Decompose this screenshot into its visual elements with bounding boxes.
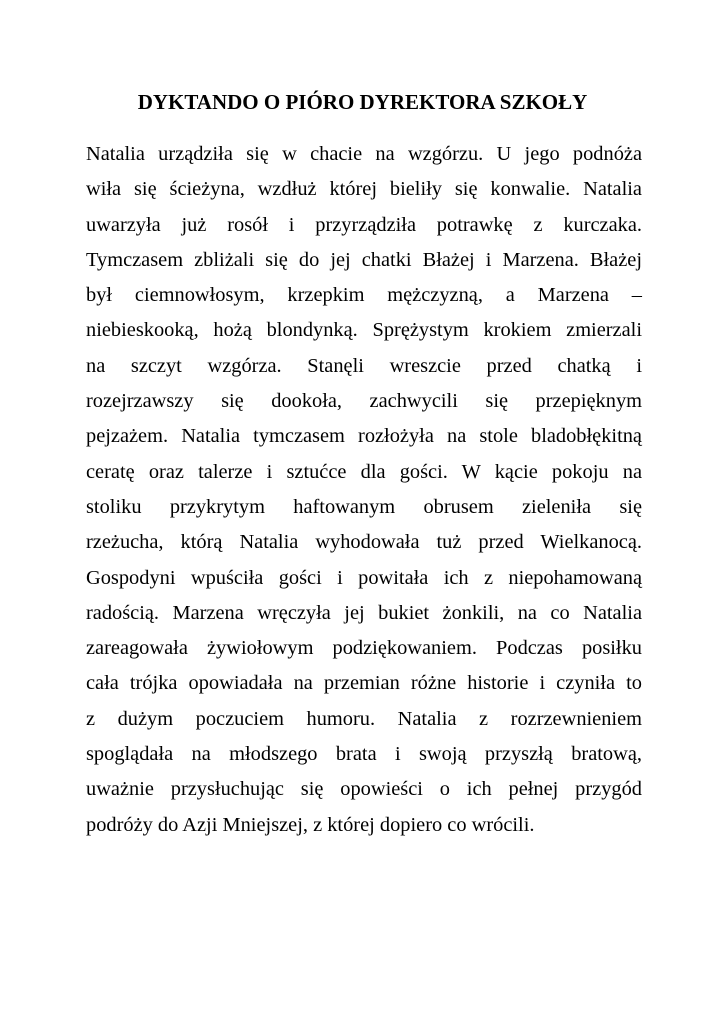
text-line: stoliku przykrytym haftowanym obrusem zieleniła się [86, 495, 642, 518]
text-line: wiła się ścieżyna, wzdłuż której bieliły się konwalie. Natalia [86, 178, 642, 201]
text-line: rozejrzawszy się dookoła, zachwycili się przepięknym [86, 390, 642, 413]
dictation-text [86, 137, 642, 843]
text-line: na szczyt wzgórza. Stanęli wreszcie przed chatką i [86, 354, 642, 377]
text-line: Gospodyni wpuściła gości i powitała ich z niepohamowaną [86, 566, 642, 589]
text-line: Tymczasem zbliżali się do jej chatki Błażej i Marzena. Błażej [86, 248, 642, 271]
text-line: rzeżucha, którą Natalia wyhodowała tuż przed Wielkanocą. [86, 531, 642, 554]
text-line: ceratę oraz talerze i sztućce dla gości. W kącie pokoju na [86, 460, 642, 483]
text-line: zareagowała żywiołowym podziękowaniem. Podczas posiłku [86, 637, 642, 660]
text-line: spoglądała na młodszego brata i swoją przyszłą bratową, [86, 743, 642, 766]
text-line: Natalia urządziła się w chacie na wzgórzu. U jego podnóża [86, 143, 642, 165]
text-line: z dużym poczuciem humoru. Natalia z rozrzewnieniem [86, 707, 642, 730]
text-line: niebieskooką, hożą blondynką. Sprężystym krokiem zmierzali [86, 319, 642, 342]
text-line: pejzażem. Natalia tymczasem rozłożyła na stole bladobłękitną [86, 425, 642, 448]
text-line: podróży do Azji Mniejszej, z której dopiero co wrócili. [86, 813, 535, 836]
text-line: uwarzyła już rosół i przyrządziła potrawkę z kurczaka. [86, 213, 642, 236]
text-line: radością. Marzena wręczyła jej bukiet żonkili, na co Natalia [86, 601, 642, 624]
text-line: był ciemnowłosym, krzepkim mężczyzną, a Marzena – [86, 284, 642, 307]
text-line: uważnie przysłuchując się opowieści o ich pełnej przygód [86, 778, 642, 801]
text-line: cała trójka opowiadała na przemian różne historie i czyniła to [86, 672, 642, 695]
document-title: DYKTANDO O PIÓRO DYREKTORA SZKOŁY [137, 90, 588, 114]
